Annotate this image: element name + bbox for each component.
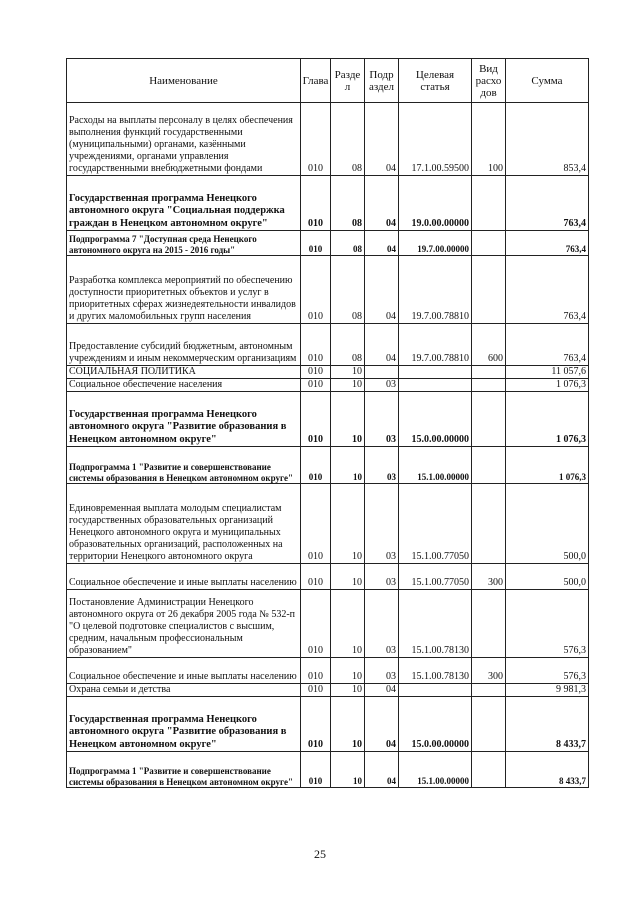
- cell-section: 10: [331, 697, 365, 752]
- cell-target: 15.1.00.78130: [399, 590, 472, 658]
- cell-name-text: Государственная программа Ненецкого автономного округа "Развитие образования в Ненецком автономном округе": [69, 408, 287, 445]
- table-row: [67, 103, 589, 176]
- cell-name-text: Государственная программа Ненецкого автономного округа "Социальная поддержка граждан в Ненецком автономном округе": [69, 192, 285, 229]
- cell-target: 15.1.00.00000: [399, 447, 472, 484]
- cell-chapter: 010: [301, 590, 331, 658]
- cell-type: [472, 366, 506, 379]
- cell-subsection: 04: [365, 176, 399, 231]
- cell-subsection: 03: [365, 447, 399, 484]
- table-row: [67, 564, 589, 590]
- cell-type: [472, 752, 506, 788]
- cell-sum: 500,0: [506, 564, 589, 590]
- cell-name-text: Социальное обеспечение и иные выплаты населению: [69, 671, 297, 682]
- table-row: [67, 176, 589, 231]
- header-type: Вид расхо дов: [472, 59, 506, 103]
- cell-sum: 11 057,6: [506, 366, 589, 379]
- cell-target: 15.1.00.77050: [399, 484, 472, 564]
- cell-target: 15.1.00.77050: [399, 564, 472, 590]
- cell-subsection: 03: [365, 392, 399, 447]
- cell-section: 10: [331, 564, 365, 590]
- cell-type: [472, 256, 506, 324]
- header-name: Наименование: [67, 59, 301, 103]
- cell-target: 15.0.00.00000: [399, 392, 472, 447]
- cell-sum: 500,0: [506, 484, 589, 564]
- cell-chapter: 010: [301, 752, 331, 788]
- cell-section: 08: [331, 231, 365, 256]
- cell-name-text: СОЦИАЛЬНАЯ ПОЛИТИКА: [69, 366, 196, 377]
- cell-chapter: 010: [301, 176, 331, 231]
- cell-sum: 853,4: [506, 103, 589, 176]
- table-row: [67, 379, 589, 392]
- header-subsection: Подр аздел: [365, 59, 399, 103]
- cell-subsection: 03: [365, 590, 399, 658]
- cell-subsection: 04: [365, 103, 399, 176]
- cell-name-text: Государственная программа Ненецкого автономного округа "Развитие образования в Ненецком автономном округе": [69, 713, 287, 750]
- cell-subsection: 03: [365, 564, 399, 590]
- cell-section: 10: [331, 447, 365, 484]
- cell-sum: 8 433,7: [506, 752, 589, 788]
- cell-section: 10: [331, 379, 365, 392]
- cell-name-text: Охрана семьи и детства: [69, 684, 171, 695]
- cell-name-text: Единовременная выплата молодым специалистам государственных образовательных организаций Ненецкого автономного округа и муниципальных образовательных организаций, расположенных на территории Ненецкого автономного округа: [69, 503, 283, 562]
- cell-name: [67, 684, 301, 697]
- cell-type: [472, 176, 506, 231]
- cell-type: [472, 590, 506, 658]
- cell-name: [67, 103, 301, 176]
- table-row: [67, 366, 589, 379]
- cell-sum: 763,4: [506, 256, 589, 324]
- cell-target: 19.7.00.78810: [399, 256, 472, 324]
- cell-chapter: 010: [301, 392, 331, 447]
- cell-subsection: 04: [365, 256, 399, 324]
- cell-sum: 763,4: [506, 231, 589, 256]
- table-row: [67, 256, 589, 324]
- cell-name: [67, 231, 301, 256]
- header-target: Целевая статья: [399, 59, 472, 103]
- header-chapter: Глава: [301, 59, 331, 103]
- cell-chapter: 010: [301, 231, 331, 256]
- cell-name: [67, 176, 301, 231]
- cell-name-text: Разработка комплекса мероприятий по обеспечению доступности приоритетных объектов и услуг в приоритетных сферах жизнедеятельности инвалидов и других маломобильных групп населения: [69, 275, 296, 322]
- cell-name: [67, 752, 301, 788]
- cell-subsection: 03: [365, 484, 399, 564]
- cell-type: [472, 684, 506, 697]
- cell-sum: 763,4: [506, 176, 589, 231]
- cell-sum: 9 981,3: [506, 684, 589, 697]
- cell-subsection: 03: [365, 658, 399, 684]
- table-row: [67, 392, 589, 447]
- cell-name-text: Постановление Администрации Ненецкого автономного округа от 26 декабря 2005 года № 532-п "О целевой подготовке специалистов с высшим, средним, начальным профессиональным образованием": [69, 597, 296, 656]
- header-sum: Сумма: [506, 59, 589, 103]
- table-row: [67, 697, 589, 752]
- table-row: [67, 590, 589, 658]
- cell-target: 17.1.00.59500: [399, 103, 472, 176]
- cell-section: 10: [331, 484, 365, 564]
- cell-target: [399, 366, 472, 379]
- cell-name-text: Социальное обеспечение и иные выплаты населению: [69, 577, 297, 588]
- cell-chapter: 010: [301, 697, 331, 752]
- cell-subsection: 04: [365, 231, 399, 256]
- cell-section: 10: [331, 752, 365, 788]
- cell-name-text: Социальное обеспечение населения: [69, 379, 223, 390]
- cell-type: [472, 447, 506, 484]
- cell-subsection: [365, 366, 399, 379]
- cell-name-text: Предоставление субсидий бюджетным, автономным учреждениям и иным некоммерческим организациям: [69, 341, 297, 364]
- cell-name: [67, 447, 301, 484]
- cell-target: 15.0.00.00000: [399, 697, 472, 752]
- cell-section: 10: [331, 366, 365, 379]
- cell-section: 10: [331, 684, 365, 697]
- cell-name: [67, 484, 301, 564]
- cell-type: [472, 484, 506, 564]
- cell-sum: 763,4: [506, 324, 589, 366]
- cell-type: 600: [472, 324, 506, 366]
- cell-subsection: 03: [365, 379, 399, 392]
- cell-sum: 1 076,3: [506, 392, 589, 447]
- page-number: 25: [314, 847, 326, 861]
- table-row: [67, 684, 589, 697]
- cell-section: 10: [331, 590, 365, 658]
- cell-target: 19.0.00.00000: [399, 176, 472, 231]
- cell-sum: 576,3: [506, 590, 589, 658]
- cell-chapter: 010: [301, 379, 331, 392]
- table-row: [67, 752, 589, 788]
- cell-section: 08: [331, 324, 365, 366]
- cell-name: [67, 366, 301, 379]
- cell-chapter: 010: [301, 324, 331, 366]
- budget-table: [66, 58, 589, 788]
- header-section: Разде л: [331, 59, 365, 103]
- cell-subsection: 04: [365, 752, 399, 788]
- cell-sum: 1 076,3: [506, 379, 589, 392]
- cell-section: 10: [331, 392, 365, 447]
- cell-section: 10: [331, 658, 365, 684]
- cell-type: 100: [472, 103, 506, 176]
- cell-target: 15.1.00.78130: [399, 658, 472, 684]
- cell-sum: 8 433,7: [506, 697, 589, 752]
- cell-target: 15.1.00.00000: [399, 752, 472, 788]
- cell-chapter: 010: [301, 366, 331, 379]
- cell-name: [67, 324, 301, 366]
- cell-chapter: 010: [301, 256, 331, 324]
- table-header-row: [67, 59, 589, 103]
- cell-target: 19.7.00.00000: [399, 231, 472, 256]
- cell-name-text: Подпрограмма 7 "Доступная среда Ненецкого автономного округа на 2015 - 2016 годы": [69, 234, 257, 255]
- cell-subsection: 04: [365, 324, 399, 366]
- cell-type: [472, 231, 506, 256]
- cell-name: [67, 658, 301, 684]
- cell-name: [67, 564, 301, 590]
- cell-chapter: 010: [301, 447, 331, 484]
- cell-chapter: 010: [301, 103, 331, 176]
- cell-name: [67, 697, 301, 752]
- cell-chapter: 010: [301, 684, 331, 697]
- cell-name: [67, 256, 301, 324]
- cell-section: 08: [331, 103, 365, 176]
- cell-type: 300: [472, 564, 506, 590]
- cell-chapter: 010: [301, 658, 331, 684]
- table-row: [67, 231, 589, 256]
- cell-type: 300: [472, 658, 506, 684]
- table-row: [67, 447, 589, 484]
- cell-target: [399, 684, 472, 697]
- cell-section: 08: [331, 176, 365, 231]
- cell-chapter: 010: [301, 484, 331, 564]
- cell-section: 08: [331, 256, 365, 324]
- cell-target: [399, 379, 472, 392]
- cell-type: [472, 697, 506, 752]
- cell-sum: 576,3: [506, 658, 589, 684]
- cell-subsection: 04: [365, 697, 399, 752]
- table-row: [67, 324, 589, 366]
- cell-name-text: Подпрограмма 1 "Развитие и совершенствование системы образования в Ненецком автономном округе": [69, 766, 293, 787]
- cell-name: [67, 590, 301, 658]
- cell-subsection: 04: [365, 684, 399, 697]
- cell-type: [472, 379, 506, 392]
- cell-name: [67, 379, 301, 392]
- cell-target: 19.7.00.78810: [399, 324, 472, 366]
- cell-type: [472, 392, 506, 447]
- cell-name-text: Подпрограмма 1 "Развитие и совершенствование системы образования в Ненецком автономном округе": [69, 462, 293, 483]
- cell-sum: 1 076,3: [506, 447, 589, 484]
- cell-name-text: Расходы на выплаты персоналу в целях обеспечения выполнения функций государственными (муниципальными) органами, казёнными учреждениями, органами управления государственными внебюджетными фондами: [69, 115, 293, 174]
- table-row: [67, 658, 589, 684]
- table-row: [67, 484, 589, 564]
- cell-chapter: 010: [301, 564, 331, 590]
- cell-name: [67, 392, 301, 447]
